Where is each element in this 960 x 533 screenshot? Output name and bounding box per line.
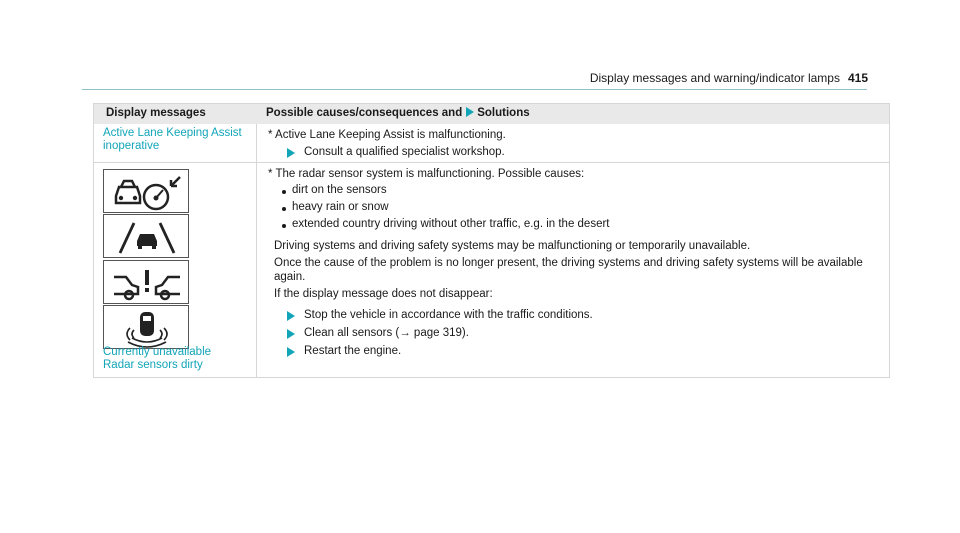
cause-text: * Active Lane Keeping Assist is malfunctioning. xyxy=(268,129,506,141)
action-text: Restart the engine. xyxy=(304,345,402,357)
col-header-display-messages: Display messages xyxy=(106,107,206,119)
speedometer-warning-icon xyxy=(103,169,189,213)
bullet-text: heavy rain or snow xyxy=(292,201,389,213)
bullet xyxy=(282,224,286,228)
header-rule xyxy=(82,89,867,90)
radar-sensor-icon xyxy=(103,305,189,349)
vehicle-warning-icon xyxy=(103,260,189,304)
action-text: Clean all sensors (→ page 319). xyxy=(304,327,469,339)
paragraph-text: again. xyxy=(274,271,306,283)
action-text: Consult a qualified specialist workshop. xyxy=(304,146,505,158)
action-text: Stop the vehicle in accordance with the traffic conditions. xyxy=(304,309,593,321)
cause-text: * The radar sensor system is malfunctioning. Possible causes: xyxy=(268,168,585,180)
running-head-title: Display messages and warning/indicator lamps xyxy=(589,71,840,85)
col-header-suffix: Solutions xyxy=(477,107,530,119)
action-arrow-icon xyxy=(287,329,295,339)
message-line: Radar sensors dirty xyxy=(103,359,203,371)
messages-table xyxy=(93,103,890,378)
table-row-message xyxy=(103,346,211,372)
lane-keeping-icon xyxy=(103,214,189,258)
message-line: Currently unavailable xyxy=(103,346,212,358)
col-header-causes-solutions xyxy=(266,107,530,119)
action-arrow-icon xyxy=(287,311,295,321)
paragraph-text: Driving systems and driving safety systems may be malfunctioning or temporarily unavailable. xyxy=(274,240,751,252)
page-number: 415 xyxy=(847,71,868,85)
paragraph-text: If the display message does not disappear: xyxy=(274,288,493,300)
bullet xyxy=(282,190,286,194)
message-line: inoperative xyxy=(103,140,160,152)
paragraph-text: Once the cause of the problem is no longer present, the driving systems and driving safety systems will be available xyxy=(274,257,863,269)
table-header xyxy=(94,104,889,124)
row-divider xyxy=(94,162,889,163)
running-head xyxy=(590,71,868,85)
col-header-prefix: Possible causes/consequences and xyxy=(266,107,463,119)
message-line: Active Lane Keeping Assist xyxy=(103,127,242,139)
table-row-message xyxy=(103,127,242,153)
bullet xyxy=(282,207,286,211)
action-arrow-icon xyxy=(287,148,295,158)
bullet-text: extended country driving without other traffic, e.g. in the desert xyxy=(292,218,610,230)
solution-arrow-icon xyxy=(466,107,474,117)
action-arrow-icon xyxy=(287,347,295,357)
bullet-text: dirt on the sensors xyxy=(292,184,387,196)
